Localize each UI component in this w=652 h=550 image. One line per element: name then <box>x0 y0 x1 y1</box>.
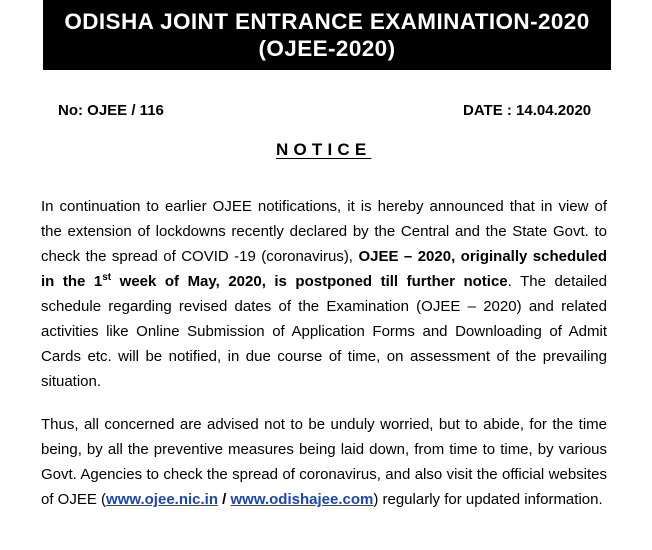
notice-heading: NOTICE <box>276 140 372 159</box>
paragraph-postponement <box>41 194 607 394</box>
paragraph-advisory <box>41 412 607 512</box>
paragraph2-text-b: ) regularly for updated information. <box>373 491 603 508</box>
exam-title: ODISHA JOINT ENTRANCE EXAMINATION-2020 <box>64 9 590 34</box>
ojee-nic-link[interactable]: www.ojee.nic.in <box>106 491 218 508</box>
postponement-text-b: week of May, 2020, is postponed till further notice <box>111 273 508 290</box>
title-banner <box>43 0 611 70</box>
paragraph1-text-b: . The detailed schedule regarding revised dates of the Examination (OJEE – 2020) and related activities like Online Submission of Application Forms and Downloading of Admit Cards etc. will be notified, in due course of time, on assessment of the prevailing situation. <box>41 273 607 390</box>
paragraph2-text-a: Thus, all concerned are advised not to be unduly worried, but to abide, for the time being, by all the preventive measures being laid down, from time to time, by various Govt. Agencies to check the spread of coronavirus, and also visit the official websites of OJEE ( <box>41 416 607 508</box>
paragraph1-text-a: In continuation to earlier OJEE notifications, it is hereby announced that in view of the extension of lockdowns recently declared by the Central and the State Govt. to check the spread of COVID -19 (coronavirus), <box>41 198 607 265</box>
odishajee-link[interactable]: www.odishajee.com <box>230 491 374 508</box>
ordinal-suffix: st <box>102 272 112 283</box>
notice-date: DATE : 14.04.2020 <box>463 102 592 119</box>
reference-number: No: OJEE / 116 <box>58 102 164 119</box>
exam-subtitle: (OJEE-2020) <box>258 36 396 61</box>
link-separator: / <box>218 491 231 508</box>
postponement-text-a: OJEE – 2020, originally scheduled in the 1 <box>41 248 607 290</box>
